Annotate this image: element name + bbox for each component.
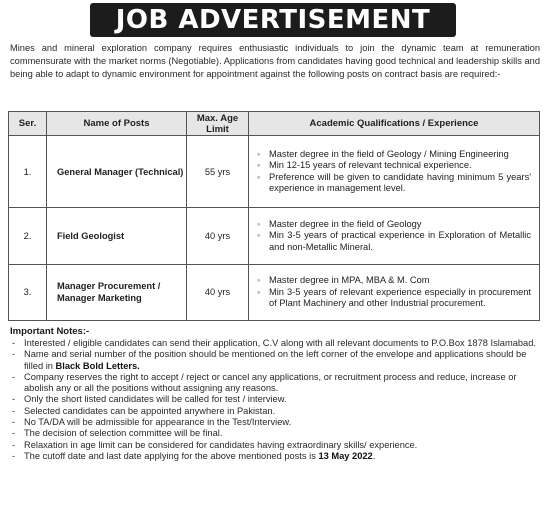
note-item: - The decision of selection committee will be final. — [12, 428, 536, 439]
note-item — [12, 451, 536, 462]
note-text-end: . — [372, 450, 376, 461]
header-age-limit: Max. Age Limit — [187, 112, 249, 136]
note-item — [12, 349, 536, 372]
important-notes-list — [12, 338, 536, 462]
note-text: The cutoff date and last date applying for the above mentioned posts is — [24, 450, 319, 461]
note-item: - Interested / eligible candidates can send their application, C.V along with all relevant documents to P.O.Box 1878 Islamabad. — [12, 338, 536, 349]
row-serial: 2. — [9, 208, 47, 264]
row-age-limit: 40 yrs — [187, 264, 249, 320]
note-item: - Relaxation in age limit can be considered for candidates having extraordinary skills/ experience. — [12, 440, 536, 451]
qualification-item: ◦ Min 12-15 years of relevant technical experience. — [257, 160, 531, 172]
header-serial: Ser. — [9, 112, 47, 136]
header-post-name: Name of Posts — [47, 112, 187, 136]
cutoff-date: 13 May 2022 — [318, 450, 373, 461]
note-text: Name and serial number of the position should be mentioned on the left corner of the envelope and applications should be filled in — [24, 349, 527, 371]
table-row — [9, 208, 540, 264]
note-item: - Only the short listed candidates will be called for test / interview. — [12, 394, 536, 405]
table-header-row — [9, 112, 540, 136]
row-serial: 3. — [9, 264, 47, 320]
note-item: - Selected candidates can be appointed anywhere in Pakistan. — [12, 406, 536, 417]
row-age-limit: 40 yrs — [187, 208, 249, 264]
important-notes-heading: Important Notes:- — [10, 326, 90, 337]
row-qualifications — [249, 264, 540, 320]
qualification-item: ◦ Preference will be given to candidate having minimum 5 years' experience in management level. — [257, 172, 531, 195]
qualification-item: ◦ Master degree in the field of Geology — [257, 219, 531, 231]
row-qualifications — [249, 136, 540, 208]
table-row — [9, 264, 540, 320]
note-item: - No TA/DA will be admissible for appearance in the Test/Interview. — [12, 417, 536, 428]
row-post-name: Manager Procurement / Manager Marketing — [47, 264, 187, 320]
row-post-name: Field Geologist — [47, 208, 187, 264]
row-serial: 1. — [9, 136, 47, 208]
qualification-item: ◦ Master degree in the field of Geology / Mining Engineering — [257, 149, 531, 161]
qualification-item: ◦ Min 3-5 years of relevant experience especially in procurement of Plant Machinery and other Industrial procurement. — [257, 287, 531, 310]
intro-paragraph: Mines and mineral exploration company requires enthusiastic individuals to join the dynamic team at remuneration commensurate with the market norms (Negotiable). Applications from candidates having good technical and leadership skills and being able to adapt to dynamic environment for appointment against the following posts on contract basis are required:- — [10, 43, 540, 79]
row-age-limit: 55 yrs — [187, 136, 249, 208]
note-item: - Company reserves the right to accept / reject or cancel any applications, or recruitment process and reduce, increase or abolish any or all the positions without assigning any reasons. — [12, 372, 536, 395]
note-emphasis: Black Bold Letters. — [55, 360, 140, 371]
table-row — [9, 136, 540, 208]
posts-table — [8, 111, 540, 321]
qualification-item: ◦ Master degree in MPA, MBA & M. Com — [257, 275, 531, 287]
row-post-name: General Manager (Technical) — [47, 136, 187, 208]
qualification-item: ◦ Min 3-5 years of practical experience in Exploration of Metallic and non-Metallic Mineral. — [257, 230, 531, 253]
header-qualifications: Academic Qualifications / Experience — [249, 112, 540, 136]
advertisement-title: JOB ADVERTISEMENT — [90, 3, 456, 37]
row-qualifications — [249, 208, 540, 264]
